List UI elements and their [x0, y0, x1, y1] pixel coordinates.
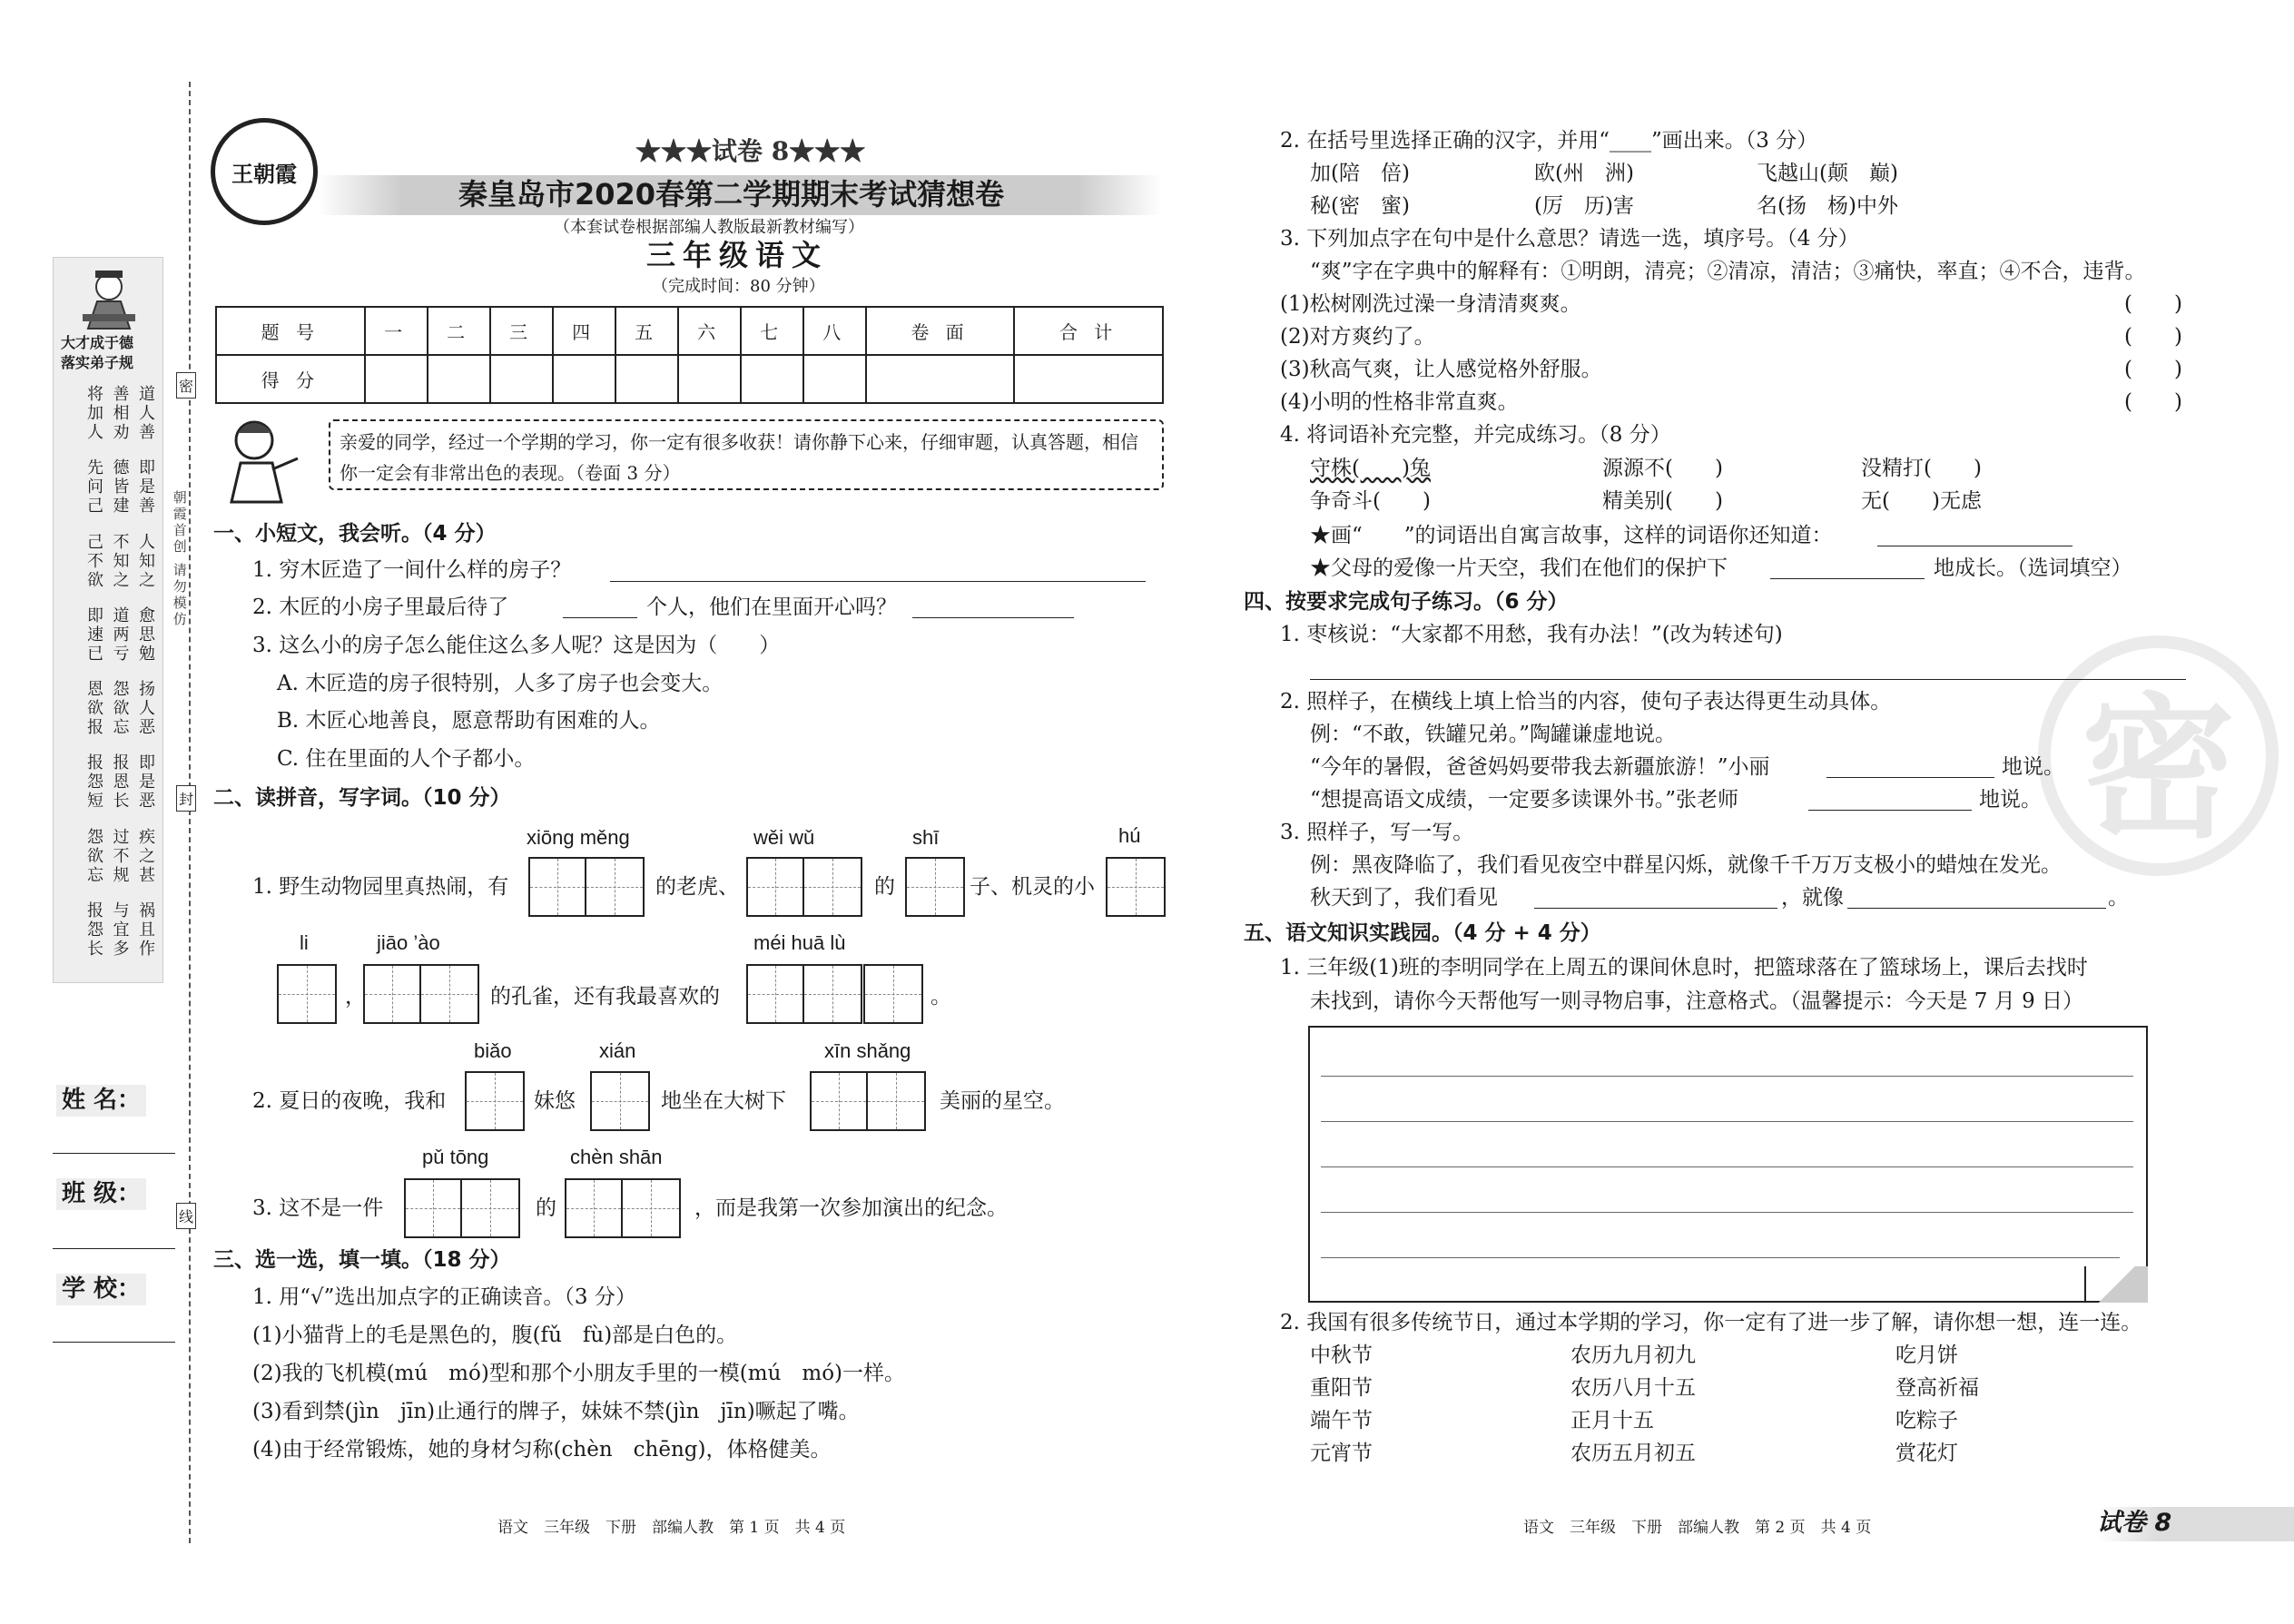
paper-subtitle: （本套试卷根据部编人教版最新教材编写） — [554, 218, 864, 237]
motto-col: 过不规 — [110, 827, 130, 885]
pinyin: li — [300, 931, 309, 954]
score-cell[interactable] — [866, 355, 1015, 403]
s4-blank-2[interactable] — [1808, 810, 1972, 811]
s2-l4a: 3. 这不是一件 — [252, 1196, 384, 1220]
motto-columns — [74, 385, 155, 966]
s3-item1: (1)小猫背上的毛是黑色的，腹(fǔ fù)部是白色的。 — [252, 1324, 738, 1347]
word-choice[interactable]: (厉 历)害 — [1534, 194, 1634, 218]
s2-l1b: 的老虎、 — [655, 875, 739, 899]
meaning-item: (3)秋高气爽，让人感觉格外舒服。 — [1280, 358, 1602, 381]
star-question-2a: ★父母的爱像一片天空，我们在他们的保护下 — [1310, 556, 1728, 580]
motto-col: 扬人恶 — [136, 680, 155, 737]
s4-q1: 1. 枣核说：“大家都不用愁，我有办法！”(改为转述句) — [1280, 623, 1783, 646]
festival-item[interactable]: 重阳节 — [1310, 1376, 1373, 1400]
s3-item4: (4)由于经常锻炼，她的身材匀称(chèn chēng)，体格健美。 — [252, 1438, 832, 1462]
score-cell[interactable] — [428, 355, 490, 403]
pinyin: wěi wǔ — [753, 826, 815, 849]
motto-col: 愈思勉 — [136, 605, 155, 664]
s3-title: 三、选一选，填一填。（18 分） — [213, 1248, 511, 1272]
score-header: 七 — [741, 307, 803, 355]
motto-line-1: 大才成于德 — [61, 334, 134, 351]
char-box[interactable] — [363, 964, 479, 1024]
answer-paren[interactable]: ( ) — [2124, 390, 2182, 414]
s4-example: 例：“不敢，铁罐兄弟。”陶罐谦虚地说。 — [1310, 723, 1677, 746]
writing-box[interactable] — [1308, 1026, 2148, 1303]
score-cell[interactable] — [741, 355, 803, 403]
custom-item[interactable]: 吃月饼 — [1895, 1343, 1958, 1367]
s2-l3b: 妹悠 — [534, 1089, 576, 1113]
dict-definitions: “爽”字在字典中的解释有：①明朗，清亮；②清凉，清洁；③痛快，率直；④不合，违背。 — [1310, 260, 2146, 283]
s3-q1: 1. 用“√”选出加点字的正确读音。（3 分） — [252, 1285, 636, 1309]
s4-write-b: ，就像 — [1781, 886, 1844, 910]
writing-line — [1321, 1212, 2133, 1213]
festival-item[interactable]: 元宵节 — [1310, 1442, 1373, 1465]
meaning-item: (1)松树刚洗过澡一身清清爽爽。 — [1280, 292, 1581, 316]
subject-title: 三年级语文 — [646, 238, 829, 272]
logo-text: 王朝霞 — [231, 160, 297, 187]
motto-col: 先问己 — [84, 458, 103, 517]
char-box[interactable] — [1106, 857, 1166, 917]
motto-col: 恩欲报 — [84, 680, 103, 737]
motto-col: 将加人 — [84, 385, 103, 442]
star-question-1: ★画“ ”的词语出自寓言故事，这样的词语你还知道： — [1310, 524, 1833, 547]
custom-item[interactable]: 吃粽子 — [1895, 1409, 1958, 1432]
s2-l2a: ， — [345, 985, 366, 1009]
motto-col: 即速已 — [84, 605, 103, 664]
pinyin: xián — [599, 1039, 636, 1062]
s3-item3: (3)看到禁(jìn jīn)止通行的牌子，妹妹不禁(jìn jīn)噘起了嘴。 — [252, 1400, 860, 1423]
motto-col: 祸且作 — [136, 901, 155, 959]
motto-col: 人知之 — [136, 532, 155, 590]
s4-title: 四、按要求完成句子练习。（6 分） — [1244, 590, 1569, 614]
s1-q2-blank1[interactable] — [563, 617, 637, 618]
pinyin: xiōng měng — [527, 826, 630, 849]
score-header: 三 — [490, 307, 553, 355]
s5-q2: 2. 我国有很多传统节日，通过本学期的学习，你一定有了进一步了解，请你想一想，连一连。 — [1280, 1311, 2142, 1334]
intro-box — [329, 419, 1164, 490]
pinyin: hú — [1118, 824, 1141, 847]
writing-line — [1321, 1121, 2133, 1122]
motto-line-2: 落实弟子规 — [61, 354, 134, 371]
char-box[interactable] — [465, 1071, 525, 1131]
s3-q4: 4. 将词语补充完整，并完成练习。（8 分） — [1280, 423, 1671, 447]
score-cell[interactable] — [1014, 355, 1163, 403]
motto-col: 道人善 — [136, 385, 155, 442]
score-header: 一 — [365, 307, 428, 355]
s1-q1: 1. 穷木匠造了一间什么样的房子？ — [252, 558, 572, 582]
footer-left: 语文 三年级 下册 部编人教 第 1 页 共 4 页 — [497, 1519, 846, 1537]
meaning-item: (4)小明的性格非常直爽。 — [1280, 390, 1519, 414]
motto-col: 报怨长 — [84, 901, 103, 959]
answer-paren[interactable]: ( ) — [2124, 358, 2182, 381]
pinyin: chèn shān — [570, 1146, 663, 1168]
star-answer-2[interactable] — [1770, 578, 1925, 579]
word-choice[interactable]: 加(陪 倍) — [1310, 162, 1410, 185]
char-box[interactable] — [746, 964, 862, 1024]
s3-q3: 3. 下列加点字在句中是什么意思？请选一选，填序号。（4 分） — [1280, 227, 1859, 251]
motto-col: 报怨短 — [84, 753, 103, 812]
char-box[interactable] — [863, 964, 923, 1024]
pinyin: biǎo — [474, 1039, 512, 1062]
score-row-label: 得 分 — [216, 355, 365, 403]
date-item[interactable]: 农历九月初九 — [1570, 1343, 1696, 1367]
s1-q2b: 个人，他们在里面开心吗？ — [646, 595, 897, 619]
word-choice[interactable]: 飞越山(颠 巅) — [1757, 162, 1898, 185]
binding-dashed-line — [189, 82, 191, 1543]
s1-q1-answer[interactable] — [610, 581, 1146, 582]
page-curl-icon — [2084, 1266, 2148, 1303]
s4-write-blank-1[interactable] — [1534, 908, 1777, 909]
motto-col: 与宜多 — [110, 901, 130, 959]
score-header: 八 — [803, 307, 866, 355]
char-box[interactable] — [565, 1178, 681, 1238]
custom-item[interactable]: 赏花灯 — [1895, 1442, 1958, 1465]
score-table — [215, 306, 1164, 404]
motto-col: 德皆建 — [110, 458, 130, 517]
s4-sentence-1b: 地说。 — [2002, 755, 2064, 779]
s1-q3: 3. 这么小的房子怎么能住这么多人呢？这是因为（ ） — [252, 634, 781, 657]
writing-line — [1321, 1257, 2120, 1258]
score-header: 卷 面 — [866, 307, 1015, 355]
s2-title: 二、读拼音，写字词。（10 分） — [213, 786, 511, 810]
class-label: 班 级： — [56, 1178, 146, 1210]
s4-q1-answer[interactable] — [1310, 679, 2186, 680]
motto-col: 报恩长 — [110, 753, 130, 812]
s2-l2c: 。 — [930, 985, 951, 1009]
date-item[interactable]: 正月十五 — [1570, 1409, 1654, 1432]
s1-q2a: 2. 木匠的小房子里最后待了 — [252, 595, 509, 619]
motto-col: 不知之 — [110, 532, 130, 590]
s1-title: 一、小短文，我会听。（4 分） — [213, 522, 497, 546]
char-box[interactable] — [277, 964, 337, 1024]
footer-right: 语文 三年级 下册 部编人教 第 2 页 共 4 页 — [1523, 1519, 1872, 1537]
s2-l4b: 的 — [536, 1196, 556, 1220]
custom-item[interactable]: 登高祈福 — [1895, 1376, 1979, 1400]
idiom-blank[interactable]: 源源不( ) — [1602, 457, 1723, 480]
score-header: 二 — [428, 307, 490, 355]
s3-item2: (2)我的飞机模(mú mó)型和那个小朋友手里的一模(mú mó)一样。 — [252, 1362, 906, 1385]
s2-l3a: 2. 夏日的夜晚，我和 — [252, 1089, 447, 1113]
char-box[interactable] — [590, 1071, 650, 1131]
festival-item[interactable]: 端午节 — [1310, 1409, 1373, 1432]
brand-logo — [211, 118, 318, 225]
name-label: 姓 名： — [56, 1085, 146, 1117]
writing-line — [1321, 1166, 2133, 1167]
pinyin: pǔ tōng — [422, 1146, 489, 1168]
idiom-blank[interactable]: 没精打( ) — [1861, 457, 1982, 480]
idiom-blank[interactable]: 争奇斗( ) — [1310, 489, 1431, 513]
char-box[interactable] — [905, 857, 965, 917]
score-cell[interactable] — [803, 355, 866, 403]
score-header: 题 号 — [216, 307, 365, 355]
s1-option-c: C. 住在里面的人个子都小。 — [277, 747, 536, 771]
s4-sentence-2a: “想提高语文成绩，一定要多读课外书。”张老师 — [1310, 788, 1739, 812]
paper-label: ★★★试卷 8★★★ — [635, 136, 866, 166]
s2-l3c: 地坐在大树下 — [661, 1089, 786, 1113]
s2-l1a: 1. 野生动物园里真热闹，有 — [252, 875, 509, 899]
motto-col: 即是善 — [136, 458, 155, 517]
s2-l4c: ，而是我第一次参加演出的纪念。 — [694, 1196, 1008, 1220]
s2-l2b: 的孔雀，还有我最喜欢的 — [490, 985, 720, 1009]
writing-line — [1321, 1076, 2133, 1077]
motto-col: 己不欲 — [84, 532, 103, 590]
teacher-icon — [218, 413, 309, 504]
score-cell[interactable] — [365, 355, 428, 403]
score-cell[interactable] — [615, 355, 678, 403]
confidential-watermark — [2038, 635, 2279, 876]
s4-q2: 2. 照样子，在横线上填上恰当的内容，使句子表达得更生动具体。 — [1280, 690, 1892, 714]
char-box[interactable] — [404, 1178, 520, 1238]
pinyin: shī — [912, 826, 940, 849]
s2-l3d: 美丽的星空。 — [940, 1089, 1065, 1113]
s4-example-3: 例：黑夜降临了，我们看见夜空中群星闪烁，就像千千万万支极小的蜡烛在发光。 — [1310, 853, 2062, 877]
school-label: 学 校： — [56, 1274, 146, 1305]
s5-title: 五、语文知识实践园。（4 分 + 4 分） — [1244, 921, 1601, 945]
score-cell[interactable] — [490, 355, 553, 403]
name-field[interactable] — [53, 1153, 175, 1154]
motto-col: 善相劝 — [110, 385, 130, 442]
score-header: 合 计 — [1014, 307, 1163, 355]
s4-write-c: 。 — [2108, 886, 2129, 910]
footer-badge-text: 试卷 8 — [2097, 1509, 2172, 1537]
s4-blank-1[interactable] — [1826, 777, 1994, 778]
idiom-blank[interactable]: 精美别( ) — [1602, 489, 1723, 513]
date-item[interactable]: 农历八月十五 — [1570, 1376, 1696, 1400]
s1-option-a: A. 木匠造的房子很特别，人多了房子也会变大。 — [277, 672, 724, 695]
scholar-icon — [79, 267, 139, 330]
seal-mark: 线 — [176, 1203, 196, 1229]
s1-option-b: B. 木匠心地善良，愿意帮助有困难的人。 — [277, 709, 661, 733]
s3-q2: 2. 在括号里选择正确的汉字，并用“____”画出来。（3 分） — [1280, 129, 1818, 153]
pinyin: xīn shǎng — [824, 1039, 911, 1062]
date-item[interactable]: 农历五月初五 — [1570, 1442, 1696, 1465]
school-field[interactable] — [53, 1342, 175, 1343]
side-note: 朝霞首创 请勿模仿 — [171, 490, 188, 628]
star-question-2b: 地成长。（选词填空） — [1934, 556, 2132, 580]
motto-col: 道两亏 — [110, 605, 130, 664]
s1-q2-blank2[interactable] — [912, 617, 1074, 618]
s5-q1b: 未找到，请你今天帮他写一则寻物启事，注意格式。（温馨提示：今天是 7 月 9 日） — [1310, 989, 2084, 1013]
motto-col: 即是恶 — [136, 753, 155, 812]
pinyin: méi huā lù — [753, 931, 846, 954]
answer-paren[interactable]: ( ) — [2124, 292, 2182, 316]
motto-col: 疾之甚 — [136, 827, 155, 885]
score-header: 六 — [678, 307, 741, 355]
score-header: 五 — [615, 307, 678, 355]
meaning-item: (2)对方爽约了。 — [1280, 325, 1435, 349]
score-header: 四 — [553, 307, 615, 355]
char-box[interactable] — [746, 857, 862, 917]
s4-write-a: 秋天到了，我们看见 — [1310, 886, 1498, 910]
time-limit: （完成时间：80 分钟） — [652, 277, 825, 296]
char-box[interactable] — [810, 1071, 926, 1131]
paper-title: 秦皇岛市2020春第二学期期末考试猜想卷 — [458, 177, 1005, 212]
motto-col: 怨欲忘 — [110, 680, 130, 737]
idiom-blank[interactable]: 守株( )兔 — [1310, 457, 1431, 480]
word-choice[interactable]: 秘(密 蜜) — [1310, 194, 1410, 218]
class-field[interactable] — [53, 1248, 175, 1249]
motto-panel — [53, 257, 163, 983]
pinyin: jiāo ’ào — [377, 931, 440, 954]
seal-mark: 密 — [176, 372, 196, 399]
s4-q3: 3. 照样子，写一写。 — [1280, 821, 1474, 844]
char-box[interactable] — [528, 857, 645, 917]
s2-l1d: 子、机灵的小 — [970, 875, 1095, 899]
watermark-char: 密 — [2081, 680, 2236, 860]
s4-sentence-2b: 地说。 — [1979, 788, 2042, 812]
score-cell[interactable] — [553, 355, 615, 403]
festival-item[interactable]: 中秋节 — [1310, 1343, 1373, 1367]
s4-write-blank-2[interactable] — [1847, 908, 2106, 909]
s5-q1a: 1. 三年级(1)班的李明同学在上周五的课间休息时，把篮球落在了篮球场上，课后去找时 — [1280, 956, 2088, 979]
idiom-blank[interactable]: 无( )无虑 — [1861, 489, 1982, 513]
seal-mark: 封 — [176, 785, 196, 812]
word-choice[interactable]: 名(扬 杨)中外 — [1757, 194, 1898, 218]
answer-paren[interactable]: ( ) — [2124, 325, 2182, 349]
word-choice[interactable]: 欧(州 洲) — [1534, 162, 1634, 185]
s2-l1c: 的 — [874, 875, 895, 899]
motto-col: 怨欲忘 — [84, 827, 103, 885]
s4-sentence-1a: “今年的暑假，爸爸妈妈要带我去新疆旅游！”小丽 — [1310, 755, 1770, 779]
score-cell[interactable] — [678, 355, 741, 403]
intro-text: 亲爱的同学，经过一个学期的学习，你一定有很多收获！请你静下心来，仔细审题，认真答题，相信你一定会有非常出色的表现。（卷面 3 分） — [340, 431, 1138, 484]
